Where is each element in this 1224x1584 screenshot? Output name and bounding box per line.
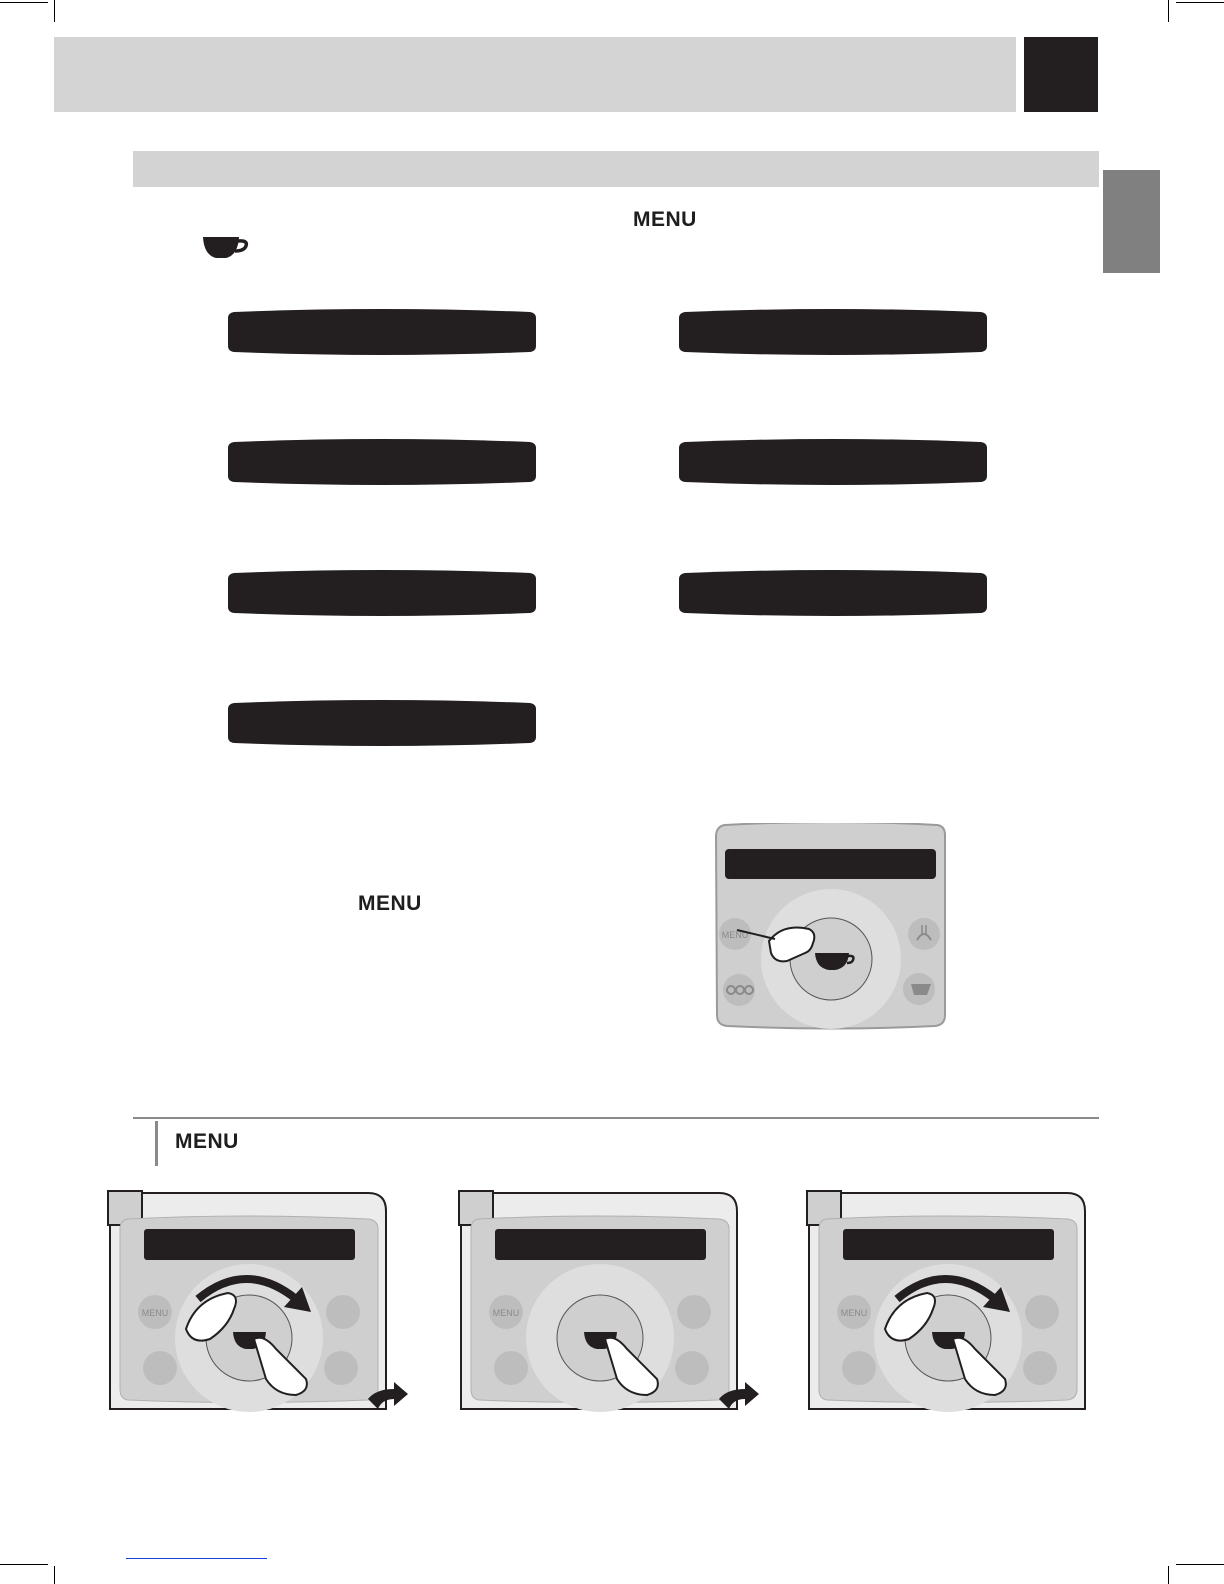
crop-mark (0, 1564, 48, 1565)
step-illustration (457, 1189, 767, 1419)
control-panel-illustration (713, 823, 949, 1036)
crop-mark (1168, 1566, 1169, 1584)
step-illustration (805, 1189, 1090, 1419)
display-screen (228, 699, 536, 747)
footer-link[interactable] (126, 1558, 267, 1559)
crop-mark (1168, 0, 1169, 22)
display-screen (228, 438, 536, 486)
crop-mark (1176, 1564, 1224, 1565)
menu-label: MENU (633, 208, 697, 231)
crop-mark (0, 2, 48, 3)
language-side-tab (1103, 170, 1160, 273)
display-screen (228, 569, 536, 617)
chapter-header-bar (54, 37, 1016, 112)
svg-text:MENU: MENU (492, 1308, 520, 1318)
step-illustration (106, 1189, 416, 1419)
chapter-number-block (1024, 37, 1098, 112)
note-divider (133, 1117, 1099, 1119)
crop-mark (1176, 2, 1224, 3)
menu-button-label: MENU (721, 930, 749, 940)
note-marker (155, 1121, 158, 1166)
display-screen (679, 308, 987, 356)
svg-text:MENU: MENU (840, 1308, 868, 1318)
coffee-cup-icon (202, 236, 250, 265)
crop-mark (54, 1566, 55, 1584)
crop-mark (54, 0, 55, 22)
display-screen (679, 569, 987, 617)
section-title-bar (133, 151, 1099, 187)
display-screen (228, 308, 536, 356)
svg-text:MENU: MENU (141, 1308, 169, 1318)
menu-label: MENU (358, 892, 422, 915)
display-screen (679, 438, 987, 486)
menu-label: MENU (175, 1130, 239, 1153)
